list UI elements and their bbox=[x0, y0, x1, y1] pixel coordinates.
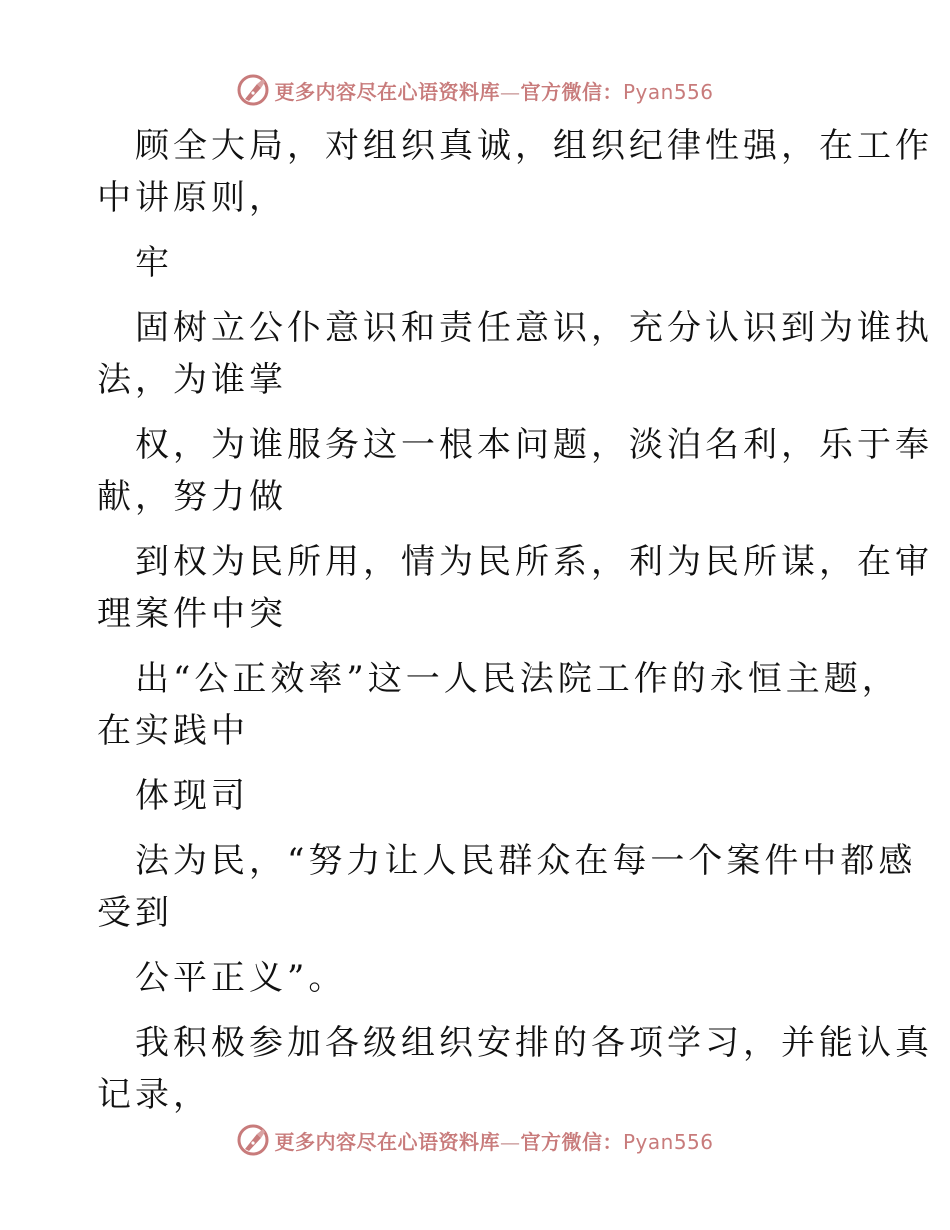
text-line: 顾全大局，对组织真诚，组织纪律性强，在工作 bbox=[135, 126, 933, 166]
footer-banner bbox=[0, 1120, 950, 1160]
text-line: 固树立公仆意识和责任意识，充分认识到为谁执 bbox=[135, 308, 933, 348]
text-line: 法为民，“努力让人民群众在每一个案件中都感 bbox=[135, 841, 917, 881]
text-line: 到权为民所用，情为民所系，利为民所谋，在审 bbox=[135, 542, 933, 582]
footer-banner-label: 官方微信： bbox=[520, 1129, 623, 1154]
footer-banner-separator: — bbox=[499, 1129, 521, 1154]
text-line: 出“公正效率”这一人民法院工作的永恒主题， bbox=[135, 659, 900, 699]
header-banner-separator: — bbox=[499, 79, 521, 104]
text-line: 记录， bbox=[97, 1075, 211, 1115]
text-line: 理案件中突 bbox=[97, 594, 287, 634]
footer-banner-main: 更多内容尽在心语资料库 bbox=[274, 1129, 500, 1154]
footer-banner-wechat-id: Pyan556 bbox=[622, 1129, 714, 1154]
text-line: 中讲原则， bbox=[97, 178, 287, 218]
text-line: 体现司 bbox=[135, 776, 249, 816]
text-line: 在实践中 bbox=[97, 711, 249, 751]
text-line: 受到 bbox=[97, 893, 173, 933]
header-banner-text bbox=[274, 76, 713, 105]
pen-nib-logo-icon bbox=[236, 1123, 270, 1157]
header-banner bbox=[0, 70, 950, 110]
text-line: 献，努力做 bbox=[97, 477, 287, 517]
text-line: 牢 bbox=[135, 243, 173, 283]
text-line: 我积极参加各级组织安排的各项学习，并能认真 bbox=[135, 1023, 933, 1063]
header-banner-wechat-id: Pyan556 bbox=[622, 79, 714, 104]
footer-banner-text bbox=[274, 1126, 713, 1155]
pen-nib-logo-icon bbox=[236, 73, 270, 107]
text-line: 权，为谁服务这一根本问题，淡泊名利，乐于奉 bbox=[135, 425, 933, 465]
text-line: 法，为谁掌 bbox=[97, 360, 287, 400]
body-text bbox=[97, 120, 933, 1121]
text-line: 公平正义”。 bbox=[135, 958, 347, 998]
header-banner-main: 更多内容尽在心语资料库 bbox=[274, 79, 500, 104]
header-banner-label: 官方微信： bbox=[520, 79, 623, 104]
